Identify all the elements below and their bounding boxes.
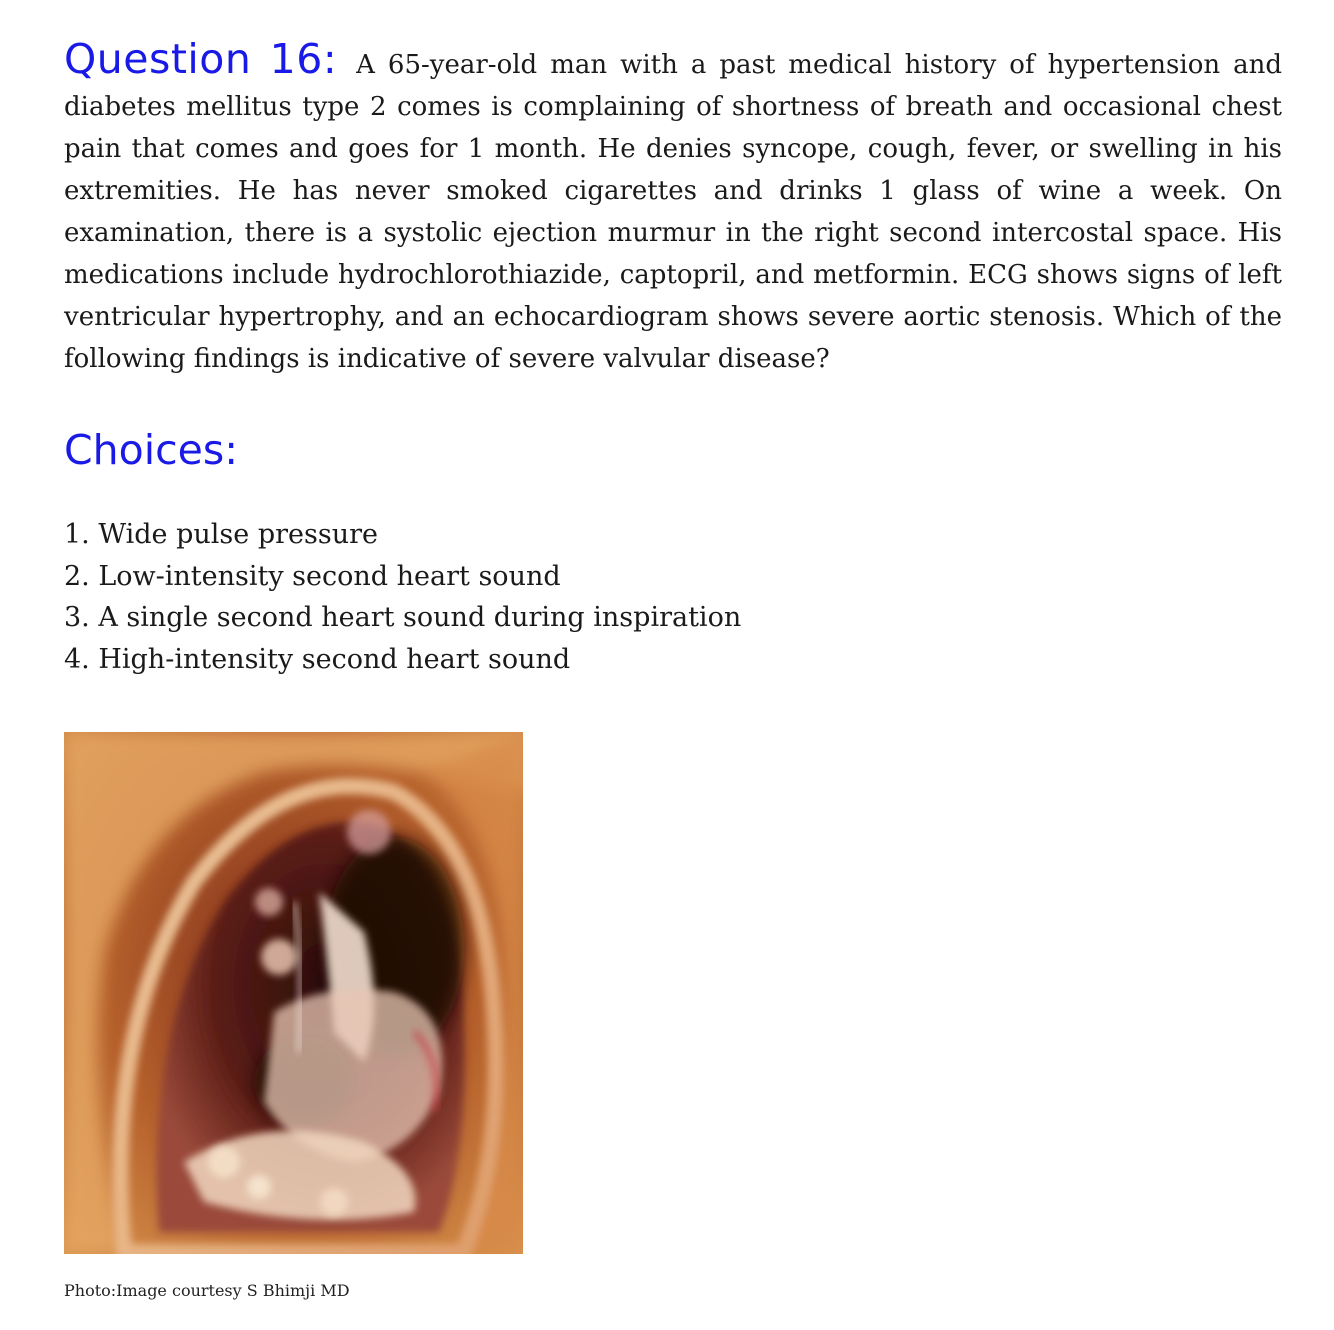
heart-valve-illustration — [64, 732, 523, 1254]
heart-valve-photo — [64, 732, 523, 1254]
choice-2[interactable]: 2. Low-intensity second heart sound — [64, 560, 561, 592]
question-text: A 65-year-old man with a past medical history of hypertension and diabetes mellitus type 2 comes is complaining of shortness of breath and occasional chest pain that comes and goes for 1 month. He denies syncope, cough, fever, or swelling in his extremities. He has never smoked cigarettes and drinks 1 glass of wine a week. On examination, there is a systolic ejection murmur in the right second intercostal space. His medications include hydrochlorothiazide, captopril, and metformin. ECG shows signs of left ventricular hypertrophy, and an echocardiogram shows severe aortic stenosis. Which of the following findings is indicative of severe valvular disease? — [64, 50, 1283, 374]
choice-list — [64, 514, 1282, 680]
choice-3[interactable]: 3. A single second heart sound during inspiration — [64, 602, 742, 633]
choice-1[interactable]: 1. Wide pulse pressure — [64, 519, 378, 550]
photo-caption: Photo:Image courtesy S Bhimji MD — [64, 1281, 350, 1300]
question-page — [64, 35, 1283, 680]
question-label: Question 16: — [64, 35, 338, 83]
choices-heading: Choices: — [64, 426, 239, 474]
choice-4[interactable]: 4. High-intensity second heart sound — [64, 643, 571, 675]
question-block — [64, 35, 1283, 380]
